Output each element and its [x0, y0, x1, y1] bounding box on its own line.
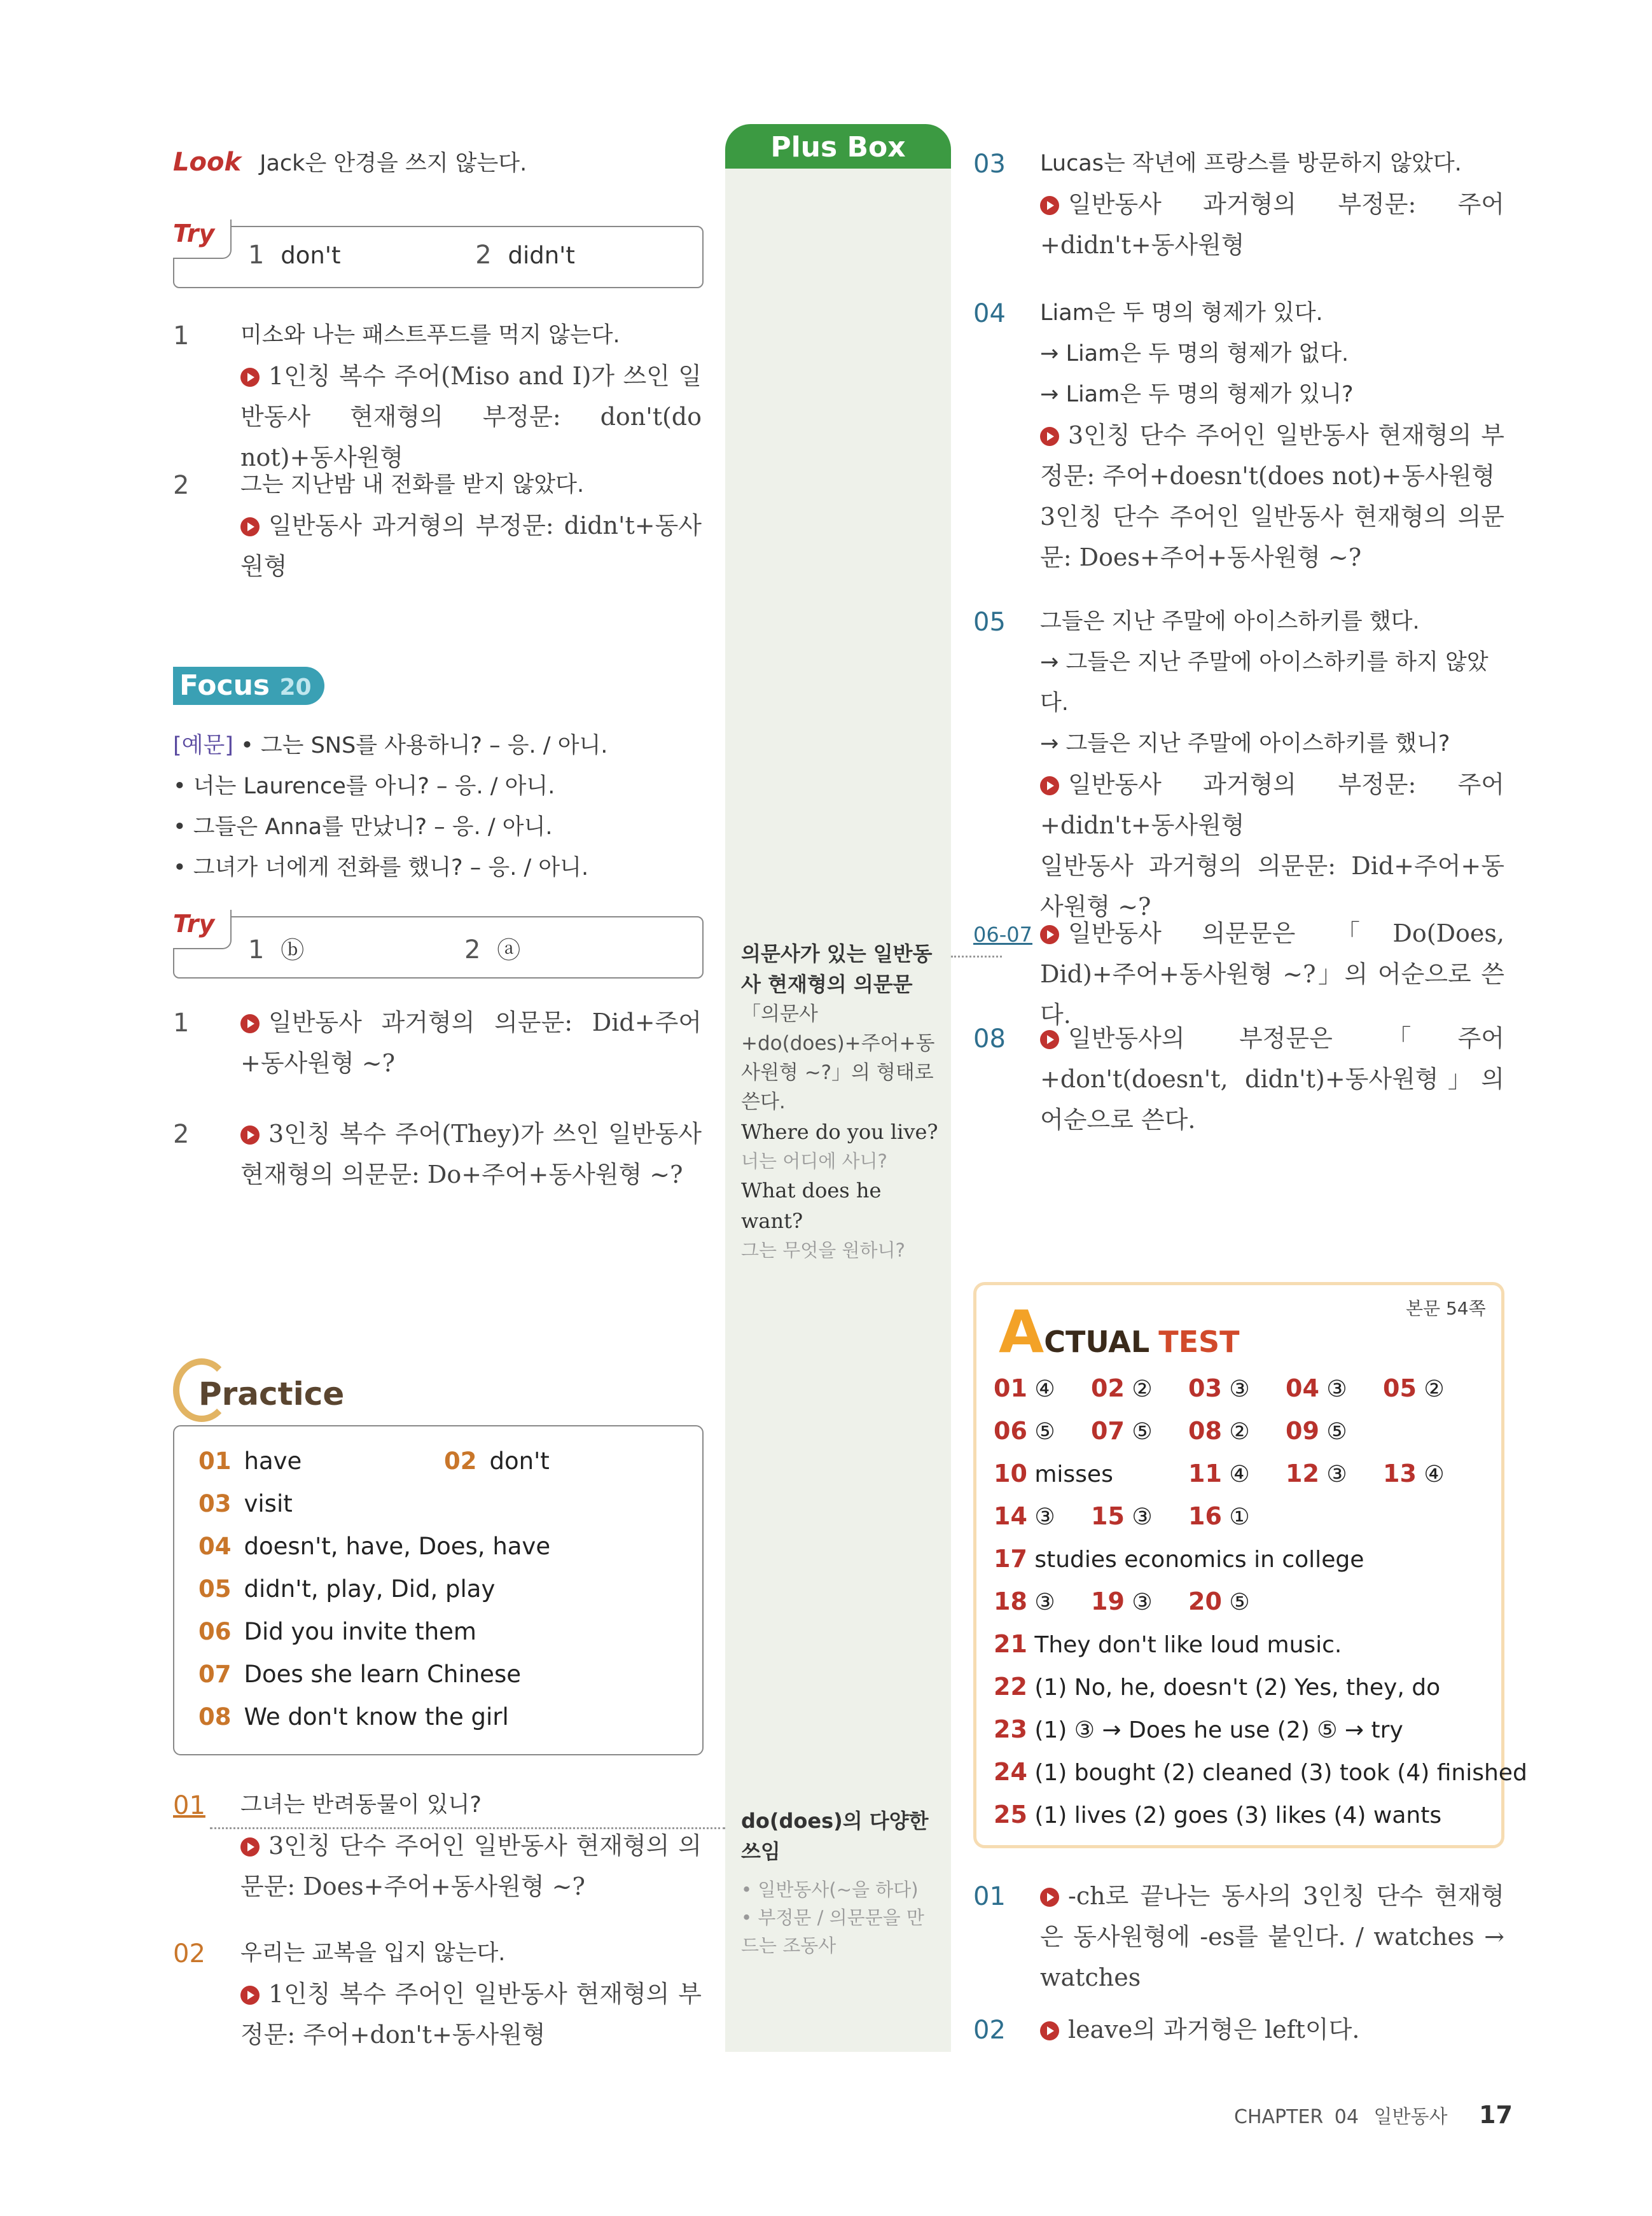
item-kr: 그들은 지난 주말에 아이스하키를 했다.	[1040, 609, 1420, 634]
item-body	[240, 464, 702, 587]
item-kr: Lucas는 작년에 프랑스를 방문하지 않았다.	[1040, 151, 1462, 176]
item-explanation: 일반동사의 부정문은 「주어+don't(doesn't, didn't)+동사원형」의 어순으로 쓴다.	[1040, 1024, 1504, 1134]
arrow-bullet-icon	[240, 1125, 260, 1145]
try2-a-val: ⓑ	[281, 937, 305, 964]
focus-label: Focus	[179, 669, 270, 702]
item-num: 04	[973, 299, 1006, 328]
plus-box-title: Plus Box	[725, 124, 951, 169]
answer: 18 ③	[994, 1587, 1055, 1615]
leader-dots	[951, 956, 1002, 958]
answer: 13 ④	[1383, 1460, 1445, 1488]
note-title: 의문사가 있는 일반동사 현재형의 의문문	[741, 942, 933, 996]
answer: 23 (1) ③ → Does he use (2) ⑤ → try	[994, 1715, 1403, 1743]
focus-line: • 그들은 Anna를 만났니? – 응. / 아니.	[173, 814, 553, 840]
item-body	[1040, 293, 1504, 578]
focus-line: [예문] • 그는 SNS를 사용하니? – 응. / 아니.	[173, 733, 608, 758]
answer: 16 ①	[1188, 1502, 1250, 1530]
practice-row: 03 visit	[198, 1490, 293, 1517]
answer: 04 ③	[1286, 1374, 1347, 1402]
answer: 11 ④	[1188, 1460, 1250, 1488]
item-explanation: leave의 과거형은 left이다.	[1040, 2009, 1504, 2050]
note-example-kr: 너는 어디에 사니?	[741, 1150, 887, 1172]
practice-row: 06 Did you invite them	[198, 1618, 476, 1645]
note-title: do(does)의 다양한 쓰임	[741, 1809, 929, 1864]
note-item: • 부정문 / 의문문을 만드는 조동사	[741, 1907, 924, 1956]
look-section	[173, 143, 527, 184]
item-body	[1040, 143, 1504, 265]
item-num: 01	[973, 1882, 1006, 1911]
item-explanation: -ch로 끝나는 동사의 3인칭 단수 현재형은 동사원형에 -es를 붙인다. / watches → watches	[1040, 1882, 1504, 1991]
item-explanation: 일반동사 과거형의 의문문: Did+주어+동사원형 ~?	[240, 1008, 702, 1077]
item-body	[240, 315, 702, 478]
item-num: 02	[173, 1939, 205, 1969]
practice-title: Practice	[198, 1376, 345, 1412]
answer: 05 ②	[1383, 1374, 1445, 1402]
answer: 22 (1) No, he, doesn't (2) Yes, they, do	[994, 1673, 1441, 1701]
try1-a-num: 1	[248, 240, 265, 270]
item-body	[1040, 601, 1504, 927]
arrow-bullet-icon	[240, 517, 260, 536]
item-kr: 그는 지난밤 내 전화를 받지 않았다.	[240, 472, 585, 498]
answer: 02 ②	[1091, 1374, 1153, 1402]
answer: 17 studies economics in college	[994, 1545, 1364, 1573]
chapter-number: 04	[1334, 2106, 1359, 2128]
item-kr: → Liam은 두 명의 형제가 없다.	[1040, 341, 1349, 366]
answer: 09 ⑤	[1286, 1417, 1347, 1445]
focus-num: 20	[279, 674, 312, 700]
answer: 06 ⑤	[994, 1417, 1055, 1445]
try1-a-val: don't	[281, 242, 341, 269]
focus-examples	[173, 725, 607, 888]
item-num: 03	[973, 150, 1006, 179]
note-item: • 일반동사(~을 하다)	[741, 1879, 919, 1900]
note-example-kr: 그는 무엇을 원하니?	[741, 1239, 905, 1261]
item-kr: → 그들은 지난 주말에 아이스하키를 했니?	[1040, 731, 1450, 756]
page-footer	[1234, 2101, 1513, 2129]
item-explanation: 일반동사 과거형의 부정문: 주어+didn't+동사원형	[1040, 190, 1504, 259]
focus-badge	[173, 667, 324, 705]
arrow-bullet-icon	[1040, 2021, 1059, 2040]
item-num: 02	[973, 2016, 1006, 2045]
practice-row: 02 don't	[444, 1447, 550, 1475]
arrow-bullet-icon	[240, 1986, 260, 2005]
arrow-bullet-icon	[240, 1014, 260, 1033]
item-num: 08	[973, 1024, 1006, 1054]
item-kr: 우리는 교복을 입지 않는다.	[240, 1941, 506, 1966]
item-explanation: 3인칭 복수 주어(They)가 쓰인 일반동사 현재형의 의문문: Do+주어+동사원형 ~?	[240, 1120, 702, 1188]
practice-row: 05 didn't, play, Did, play	[198, 1575, 496, 1603]
try2-b-val: ⓐ	[497, 937, 521, 964]
note-example-en: What does he want?	[741, 1178, 882, 1233]
answer: 24 (1) bought (2) cleaned (3) took (4) finished	[994, 1758, 1527, 1786]
practice-row: 07 Does she learn Chinese	[198, 1661, 521, 1688]
item-explanation: 1인칭 복수 주어인 일반동사 현재형의 부정문: 주어+don't+동사원형	[240, 1980, 702, 2049]
item-num: 05	[973, 608, 1006, 637]
item-explanation: 1인칭 복수 주어(Miso and I)가 쓰인 일반동사 현재형의 부정문: don't(do not)+동사원형	[240, 362, 702, 471]
try-tag-1: Try	[173, 220, 215, 247]
practice-row: 08 We don't know the girl	[198, 1703, 509, 1731]
answer: 08 ②	[1188, 1417, 1250, 1445]
item-num: 06-07	[973, 923, 1032, 947]
try2-b-num: 2	[464, 935, 481, 965]
item-body	[240, 1933, 702, 2055]
practice-row: 01 have	[198, 1447, 302, 1475]
item-body	[240, 1785, 702, 1907]
arrow-bullet-icon	[1040, 427, 1059, 446]
note-example-en: Where do you live?	[741, 1120, 938, 1144]
arrow-bullet-icon	[1040, 1030, 1059, 1049]
answer: 21 They don't like loud music.	[994, 1630, 1342, 1658]
arrow-bullet-icon	[1040, 1888, 1059, 1907]
answer: 01 ④	[994, 1374, 1055, 1402]
answer: 15 ③	[1091, 1502, 1153, 1530]
item-kr: → 그들은 지난 주말에 아이스하키를 하지 않았다.	[1040, 650, 1489, 716]
item-num: 2	[173, 1120, 190, 1149]
chapter-title: 일반동사	[1373, 2106, 1448, 2128]
answer: 10 misses	[994, 1460, 1113, 1488]
look-tag: Look	[173, 148, 242, 177]
chapter-label: CHAPTER	[1234, 2106, 1324, 2128]
practice-row: 04 doesn't, have, Does, have	[198, 1533, 551, 1560]
page-number: 17	[1479, 2101, 1513, 2129]
try1-b-val: didn't	[508, 242, 575, 269]
item-explanation: 일반동사 과거형의 부정문: 주어+didn't+동사원형	[1040, 770, 1504, 839]
answer: 19 ③	[1091, 1587, 1153, 1615]
plus-note-1	[741, 938, 938, 1264]
try-answers-1	[248, 240, 575, 270]
plus-note-2	[741, 1806, 938, 1960]
answer: 07 ⑤	[1091, 1417, 1153, 1445]
focus-line: • 그녀가 너에게 전화를 했니? – 응. / 아니.	[173, 855, 589, 881]
answer: 12 ③	[1286, 1460, 1347, 1488]
answer: 20 ⑤	[1188, 1587, 1250, 1615]
look-text: Jack은 안경을 쓰지 않는다.	[260, 151, 527, 176]
try-tag-2: Try	[173, 910, 215, 938]
answer: 03 ③	[1188, 1374, 1250, 1402]
item-num: 1	[173, 1008, 190, 1038]
answer: 25 (1) lives (2) goes (3) likes (4) wants	[994, 1801, 1442, 1829]
item-explanation: 3인칭 단수 주어인 일반동사 현재형의 의문문: Does+주어+동사원형 ~?	[240, 1832, 702, 1900]
item-kr: 미소와 나는 패스트푸드를 먹지 않는다.	[240, 323, 620, 348]
item-num: 01	[173, 1791, 205, 1820]
item-num: 2	[173, 471, 190, 500]
item-explanation: 3인칭 단수 주어인 일반동사 현재형의 부정문: 주어+doesn't(does not)+동사원형	[1040, 421, 1504, 490]
actual-test-ref: 본문 54쪽	[1406, 1298, 1486, 1319]
item-num: 1	[173, 321, 190, 351]
actual-test-title: ACTUAL TEST	[999, 1298, 1240, 1366]
focus-line: • 너는 Laurence를 아니? – 응. / 아니.	[173, 774, 555, 799]
arrow-bullet-icon	[1040, 776, 1059, 795]
try-answers-2	[248, 931, 520, 965]
try1-b-num: 2	[475, 240, 492, 270]
item-explanation: 3인칭 단수 주어인 일반동사 현재형의 의문문: Does+주어+동사원형 ~?	[1040, 503, 1504, 571]
item-explanation: 일반동사 과거형의 부정문: didn't+동사원형	[240, 512, 702, 580]
arrow-bullet-icon	[1040, 196, 1059, 215]
item-kr: → Liam은 두 명의 형제가 있니?	[1040, 382, 1354, 407]
arrow-bullet-icon	[1040, 925, 1059, 944]
arrow-bullet-icon	[240, 368, 260, 387]
try2-a-num: 1	[248, 935, 265, 965]
item-kr: 그녀는 반려동물이 있니?	[240, 1792, 482, 1818]
item-explanation: 일반동사 과거형의 의문문: Did+주어+동사원형 ~?	[1040, 852, 1504, 921]
item-explanation: 일반동사 의문문은 「Do(Does, Did)+주어+동사원형 ~?」의 어순으로 쓴다.	[1040, 919, 1504, 1029]
answer: 14 ③	[994, 1502, 1055, 1530]
note-text: 「의문사+do(does)+주어+동사원형 ~?」의 형태로 쓴다.	[741, 1003, 935, 1113]
item-kr: Liam은 두 명의 형제가 있다.	[1040, 300, 1323, 326]
arrow-bullet-icon	[240, 1837, 260, 1857]
